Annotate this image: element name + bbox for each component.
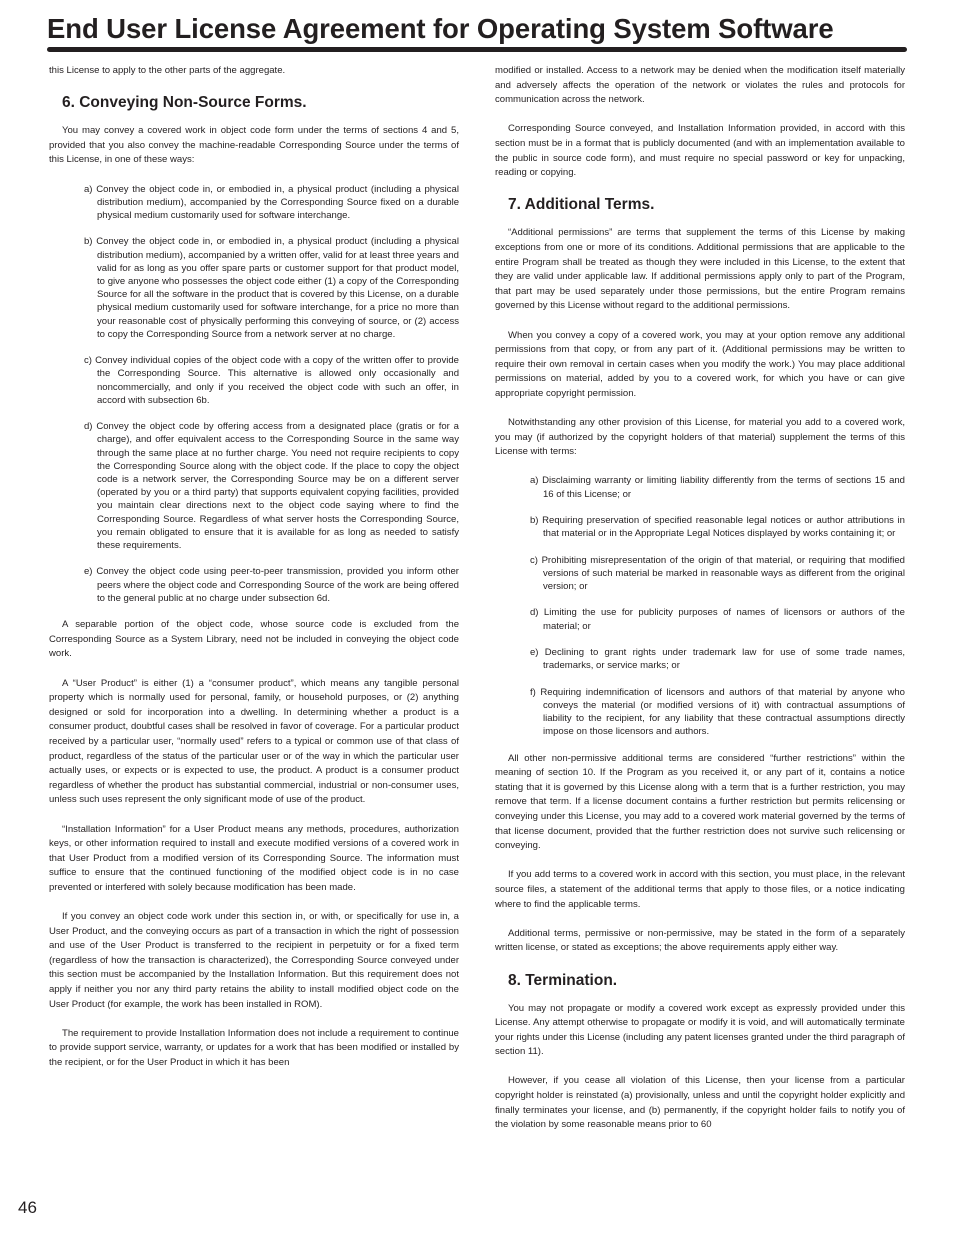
paragraph: All other non-permissive additional terms are considered “further restrictions” within the meaning of section 10. If the Program as you received it, or any part of it, contains a notice stating that it is governed by this License along with a term that is a further restriction, you may remove that term. If a license document contains a further restriction but permits relicensing or conveying under this License, you may add to a covered work material governed by the terms of that license document, provided that the further restriction does not survive such relicensing or conveying. xyxy=(495,752,905,852)
paragraph: When you convey a copy of a covered work, you may at your option remove any additional permissions from that copy, or from any part of it. (Additional permissions may be written to require their own removal in certain cases when you modify the work.) You may place additional permissions on material, added by you to a covered work, for which you have or can give appropriate copyright permission. xyxy=(495,329,905,399)
paragraph: Corresponding Source conveyed, and Installation Information provided, in accord with this section must be in a format that is publicly documented (and with an implementation available to the public in source code form), and must require no special password or key for unpacking, reading or copying. xyxy=(495,123,905,179)
paragraph: If you add terms to a covered work in accord with this section, you must place, in the relevant source files, a statement of the additional terms that apply to those files, or a notice indicating where to find the applicable terms. xyxy=(495,869,905,910)
section-heading-7: 7. Additional Terms. xyxy=(508,196,655,214)
list-item: a) Disclaiming warranty or limiting liability differently from the terms of sections 15 and 16 of this License; or xyxy=(530,475,905,500)
paragraph: However, if you cease all violation of this License, then your license from a particular copyright holder is reinstated (a) provisionally, unless and until the copyright holder explicitly and finally terminates your license, and (b) permanently, if the copyright holder fails to notify you of the violation by some reasonable means prior to 60 xyxy=(495,1075,905,1131)
list-item: e) Declining to grant rights under trademark law for use of some trade names, trademarks, or service marks; or xyxy=(530,647,905,672)
paragraph: If you convey an object code work under this section in, or with, or specifically for use in, a User Product, and the conveying occurs as part of a transaction in which the right of possession and use of the User Product is transferred to the recipient in perpetuity or for a fixed term (regardless of how the transaction is characterized), the Corresponding Source conveyed under this section must be accompanied by the Installation Information. But this requirement does not apply if neither you nor any third party retains the ability to install modified object code on the User Product (for example, the work has been installed in ROM). xyxy=(49,911,459,1010)
list-item: d) Convey the object code by offering access from a designated place (gratis or for a charge), and offer equivalent access to the Corresponding Source in the same way through the same place at no further charge. You need not require recipients to copy the Corresponding Source along with the object code. If the place to copy the object code is a network server, the Corresponding Source may be on a different server (operated by you or a third party) that supports equivalent copying facilities, provided you maintain clear directions next to the object code saying where to find the Corresponding Source. Regardless of what server hosts the Corresponding Source, you remain obligated to ensure that it is available for as long as needed to satisfy these requirements. xyxy=(84,421,459,551)
list-item: a) Convey the object code in, or embodied in, a physical product (including a physical distribution medium), accompanied by the Corresponding Source fixed on a durable physical medium customarily used for software interchange. xyxy=(84,183,459,221)
paragraph: Notwithstanding any other provision of this License, for material you add to a covered work, you may (if authorized by the copyright holders of that material) supplement the terms of this License with terms: xyxy=(495,417,905,458)
list-item: b) Convey the object code in, or embodied in, a physical product (including a physical distribution medium), accompanied by a written offer, valid for at least three years and valid for as long as you offer spare parts or customer support for that product model, to give anyone who possesses the object code either (1) a copy of the Corresponding Source for all the software in the product that is covered by this License, on a durable physical medium customarily used for software interchange, for a price no more than your reasonable cost of physically performing this conveying of source, or (2) access to copy the Corresponding Source from a network server at no charge. xyxy=(84,236,459,340)
list-item: c) Convey individual copies of the object code with a copy of the written offer to provide the Corresponding Source. This alternative is allowed only occasionally and noncommercially, and only if you received the object code with such an offer, in accord with subsection 6b. xyxy=(84,355,459,406)
list-item: c) Prohibiting misrepresentation of the origin of that material, or requiring that modified versions of such material be marked in reasonable ways as different from the original version; or xyxy=(530,554,905,593)
section-heading-8: 8. Termination. xyxy=(508,971,618,989)
paragraph: You may convey a covered work in object code form under the terms of sections 4 and 5, provided that you also convey the machine-readable Corresponding Source under the terms of this License, in one of these ways: xyxy=(49,125,459,166)
paragraph: A “User Product” is either (1) a “consumer product”, which means any tangible personal property which is normally used for personal, family, or household purposes, or (2) anything designed or sold for incorporation into a dwelling. In determining whether a product is a consumer product, doubtful cases shall be resolved in favor of coverage. For a particular product received by a particular user, “normally used” refers to a typical or common use of that class of product, regardless of the status of the particular user or of the way in which the particular user actually uses, or expects or is expected to use, the product. A product is a consumer product regardless of whether the product has substantial commercial, industrial or non-consumer uses, unless such uses represent the only significant mode of use of the product. xyxy=(49,677,459,806)
paragraph: A separable portion of the object code, whose source code is excluded from the Corresponding Source as a System Library, need not be included in conveying the object code work. xyxy=(49,619,459,660)
paragraph: “Installation Information” for a User Product means any methods, procedures, authorization keys, or other information required to install and execute modified versions of a covered work in that User Product from a modified version of its Corresponding Source. The information must suffice to ensure that the continued functioning of the modified object code is in no case prevented or interfered with solely because modification has been made. xyxy=(49,823,459,893)
page-header xyxy=(47,12,907,52)
left-column xyxy=(49,64,459,1085)
list-item: f) Requiring indemnification of licensors and authors of that material by anyone who conveys the material (or modified versions of it) with contractual assumptions of liability to the recipient, for any liability that these contractual assumptions directly impose on those licensors and authors. xyxy=(530,686,905,738)
right-column xyxy=(495,64,905,1147)
list-item: d) Limiting the use for publicity purposes of names of licensors or authors of the material; or xyxy=(530,607,905,632)
title-underline xyxy=(47,47,907,52)
paragraph: You may not propagate or modify a covered work except as expressly provided under this License. Any attempt otherwise to propagate or modify it is void, and will automatically terminate your rights under this License (including any patent licenses granted under the third paragraph of section 11). xyxy=(495,1002,905,1058)
paragraph: The requirement to provide Installation Information does not include a requirement to continue to provide support service, warranty, or updates for a work that has been modified or installed by the recipient, or for the User Product in which it has been xyxy=(49,1027,459,1068)
paragraph: Additional terms, permissive or non-permissive, may be stated in the form of a separately written license, or stated as exceptions; the above requirements apply either way. xyxy=(495,927,905,954)
paragraph: modified or installed. Access to a network may be denied when the modification itself materially and adversely affects the operation of the network or violates the rules and protocols for communication across the network. xyxy=(495,65,905,106)
page-number: 46 xyxy=(18,1198,37,1217)
list-item: b) Requiring preservation of specified reasonable legal notices or author attributions in that material or in the Appropriate Legal Notices displayed by works containing it; or xyxy=(530,515,905,540)
paragraph: “Additional permissions” are terms that supplement the terms of this License by making exceptions from one or more of its conditions. Additional permissions that are applicable to the entire Program shall be treated as though they were included in this License, to the extent that they are valid under applicable law. If additional permissions apply only to part of the Program, that part may be used separately under those permissions, but the entire Program remains governed by this License without regard to the additional permissions. xyxy=(495,227,905,312)
paragraph: this License to apply to the other parts of the aggregate. xyxy=(49,65,286,76)
list-item: e) Convey the object code using peer-to-peer transmission, provided you inform other peers where the object code and Corresponding Source of the work are being offered to the general public at no charge under subsection 6d. xyxy=(84,566,459,604)
section-heading-6: 6. Conveying Non-Source Forms. xyxy=(62,94,307,112)
page-title: End User License Agreement for Operating System Software xyxy=(47,13,834,44)
